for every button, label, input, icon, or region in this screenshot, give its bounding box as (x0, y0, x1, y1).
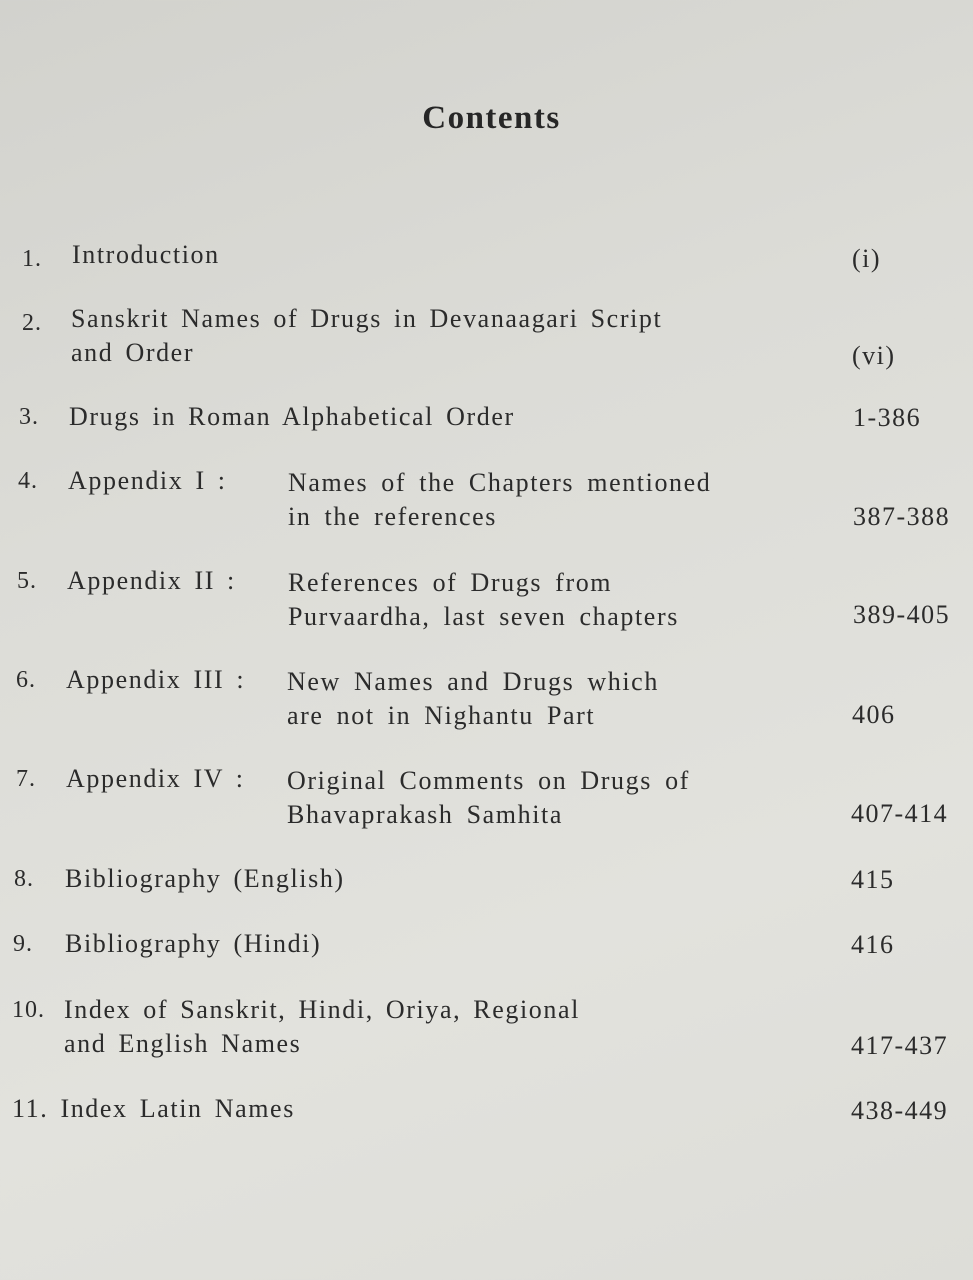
entry-title: Appendix III : (66, 665, 246, 694)
entry-description: Names of the Chapters mentioned in the references (288, 468, 712, 531)
entry-page-number: 416 (851, 930, 895, 959)
entry-page-number: (vi) (852, 341, 896, 370)
entry-page-number: 1-386 (853, 403, 922, 432)
entry-number: 3. (19, 404, 39, 430)
entry-title: Appendix II : (67, 566, 236, 595)
entry-description: Original Comments on Drugs of Bhavaprakash Samhita (287, 766, 690, 829)
entry-number: 4. (18, 468, 38, 494)
entry-title: Bibliography (Hindi) (65, 929, 322, 958)
entry-number: 1. (22, 246, 42, 272)
entry-page-number: (i) (852, 244, 882, 273)
entry-number: 9. (13, 931, 33, 957)
entry-page-number: 407-414 (851, 799, 949, 828)
entry-title: Introduction (72, 240, 220, 269)
entry-number: 6. (16, 667, 36, 693)
entry-title: Appendix IV : (66, 764, 245, 793)
entry-title: Appendix I : (68, 466, 227, 495)
entry-title: Drugs in Roman Alphabetical Order (69, 402, 515, 431)
entry-description: References of Drugs from Purvaardha, last seven chapters (288, 568, 679, 631)
entry-page-number: 438-449 (851, 1096, 949, 1125)
entry-page-number: 389-405 (853, 600, 951, 629)
entry-number: 11. (12, 1094, 49, 1123)
entry-number: 8. (14, 866, 34, 892)
entry-title: Index of Sanskrit, Hindi, Oriya, Regional and English Names (64, 995, 580, 1058)
entry-page-number: 387-388 (853, 502, 951, 531)
entry-title: Sanskrit Names of Drugs in Devanaagari Script and Order (71, 304, 663, 367)
page-title: Contents (422, 100, 561, 136)
entry-page-number: 415 (851, 865, 895, 894)
entry-number: 2. (22, 310, 42, 336)
entry-number: 7. (16, 766, 36, 792)
entry-number: 10. (12, 997, 45, 1023)
entry-title: 11. Index Latin Names (12, 1094, 295, 1123)
entry-page-number: 417-437 (851, 1031, 949, 1060)
entry-number: 5. (17, 568, 37, 594)
entry-description: New Names and Drugs which are not in Nighantu Part (287, 667, 659, 730)
entry-page-number: 406 (852, 700, 896, 729)
entry-title: Bibliography (English) (65, 864, 345, 893)
